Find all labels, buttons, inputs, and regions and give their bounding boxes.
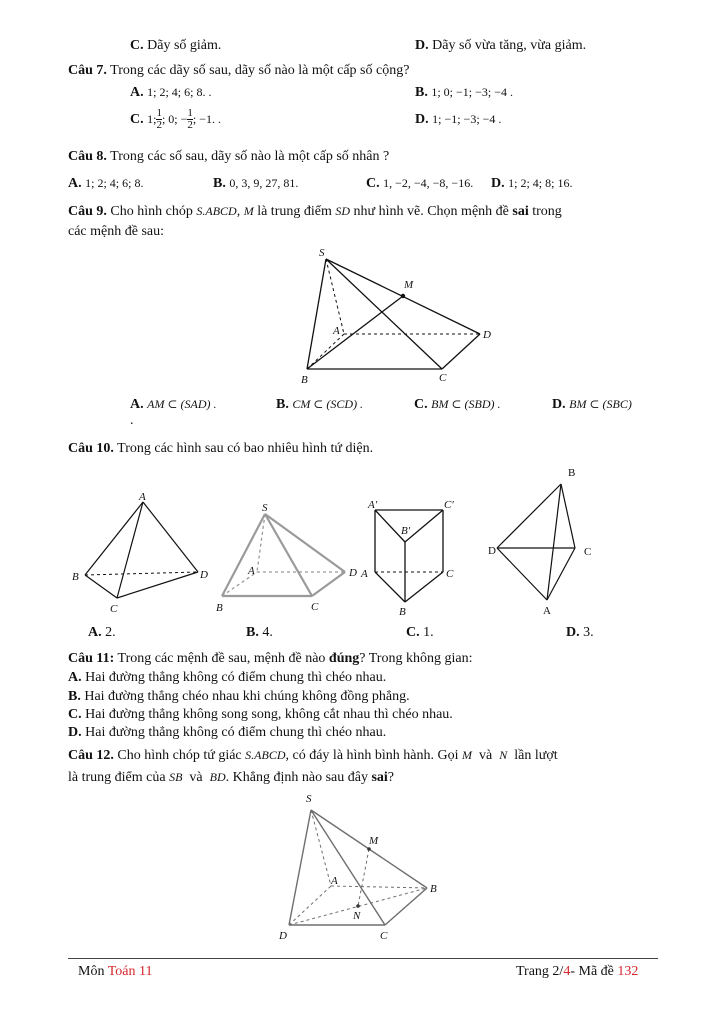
label-m: M	[369, 835, 379, 847]
label-d: D	[349, 567, 357, 579]
q10-stem: Câu 10. Trong các hình sau có bao nhiêu hình tứ diện.	[68, 441, 374, 456]
label-c: C	[311, 601, 319, 613]
label-b: B	[568, 467, 576, 479]
label-c: C	[380, 930, 388, 942]
label-a: A	[248, 565, 255, 577]
q8-option-b: B. 0, 3, 9, 27, 81.	[213, 176, 299, 191]
q8-option-a: A. 1; 2; 4; 6; 8.	[68, 176, 144, 191]
q10-figure-prism-3	[360, 492, 470, 617]
q7-option-b: B. 1; 0; −1; −3; −4 .	[415, 85, 513, 100]
q11-stem: Câu 11: Trong các mệnh đề sau, mệnh đề nào đúng? Trong không gian:	[68, 651, 473, 666]
q12-stem-line1: Câu 12. Cho hình chóp tứ giác S.ABCD, có đáy là hình bình hành. Gọi M và N lần lượt	[68, 748, 558, 763]
q10-option-c: C. 1.	[406, 625, 434, 640]
q9-option-d: D. BM ⊂ (SBC)	[552, 397, 632, 412]
q10-figure-pyramid-2	[212, 500, 362, 615]
fraction: $\frac{1}{2}$	[156, 107, 162, 132]
label-d: D	[279, 930, 287, 942]
footer-subject: Môn Toán 11	[78, 964, 153, 979]
label-a: A	[333, 325, 340, 337]
label-c-prime: C′	[444, 499, 454, 511]
label-m: M	[404, 279, 414, 291]
q9-stem-line1: Câu 9. Cho hình chóp S.ABCD, M là trung điểm SD như hình vẽ. Chọn mệnh đề sai trong	[68, 204, 562, 219]
q7-option-d: D. 1; −1; −3; −4 .	[415, 112, 502, 127]
label-a: A	[361, 568, 368, 580]
q10-figure-tetrahedron-1	[70, 490, 215, 615]
q6-option-d: D. Dãy số vừa tăng, vừa giảm.	[415, 38, 587, 53]
label-b: B	[399, 606, 406, 617]
q10-option-b: B. 4.	[246, 625, 273, 640]
q11-option-b: B. Hai đường thẳng chéo nhau khi chúng không đồng phẳng.	[68, 689, 410, 704]
label-b-prime: B′	[401, 525, 411, 537]
q12-stem-line2: là trung điểm của SB và BD. Khẳng định nào sau đây sai?	[68, 770, 395, 785]
q12-pyramid-figure	[275, 788, 445, 946]
point-n	[356, 904, 360, 908]
label-c: C	[446, 568, 454, 580]
q10-option-a: A. 2.	[88, 625, 116, 640]
q9-pyramid-figure	[292, 244, 502, 389]
footer-divider	[68, 958, 658, 959]
label-c: C	[439, 372, 447, 384]
q9-option-a: A. AM ⊂ (SAD) .	[130, 397, 217, 412]
q7-option-c: C. 1; $\frac{1}{2}$ ; 0; − $\frac{1}{2}$ ; −1. .	[130, 107, 222, 132]
q8-option-c: C. 1, −2, −4, −8, −16.	[366, 176, 474, 191]
q7-option-a: A. 1; 2; 4; 6; 8. .	[130, 85, 212, 100]
q7-stem: Câu 7. Trong các dãy số sau, dãy số nào là một cấp số cộng?	[68, 63, 410, 78]
label-c: C	[584, 546, 592, 558]
point-m	[401, 294, 405, 298]
label-n: N	[353, 910, 361, 922]
footer-page-info: Trang 2/4- Mã đề 132	[516, 964, 639, 979]
label-s: S	[306, 793, 312, 805]
fraction: $\frac{1}{2}$	[187, 107, 193, 132]
label-a: A	[543, 605, 551, 617]
label-b: B	[216, 602, 223, 614]
label-b: B	[430, 883, 437, 895]
label-a-prime: A′	[368, 499, 378, 511]
q9-option-c: C. BM ⊂ (SBD) .	[414, 397, 501, 412]
q11-option-a: A. Hai đường thẳng không có điểm chung thì chéo nhau.	[68, 670, 387, 685]
q9-stem-line2: các mệnh đề sau:	[68, 224, 165, 239]
label-s: S	[262, 502, 268, 514]
q8-option-d: D. 1; 2; 4; 8; 16.	[491, 176, 573, 191]
q8-stem: Câu 8. Trong các số sau, dãy số nào là một cấp số nhân ?	[68, 149, 390, 164]
label-s: S	[319, 247, 325, 259]
q10-figure-tetrahedron-4	[485, 462, 605, 620]
label-b: B	[72, 571, 79, 583]
label-d: D	[483, 329, 491, 341]
q11-option-c: C. Hai đường thẳng không song song, không cắt nhau thì chéo nhau.	[68, 707, 453, 722]
q6-option-c: C. Dãy số giảm.	[130, 38, 222, 53]
q9-option-b: B. CM ⊂ (SCD) .	[276, 397, 364, 412]
label-d: D	[200, 569, 208, 581]
point-m	[367, 847, 371, 851]
q11-option-d: D. Hai đường thẳng không có điểm chung thì chéo nhau.	[68, 725, 387, 740]
label-d: D	[488, 545, 496, 557]
q9-trailing-dot: .	[130, 413, 134, 428]
label-a: A	[139, 491, 146, 503]
label-c: C	[110, 603, 118, 615]
label-a: A	[331, 875, 338, 887]
q10-option-d: D. 3.	[566, 625, 594, 640]
label-b: B	[301, 374, 308, 386]
